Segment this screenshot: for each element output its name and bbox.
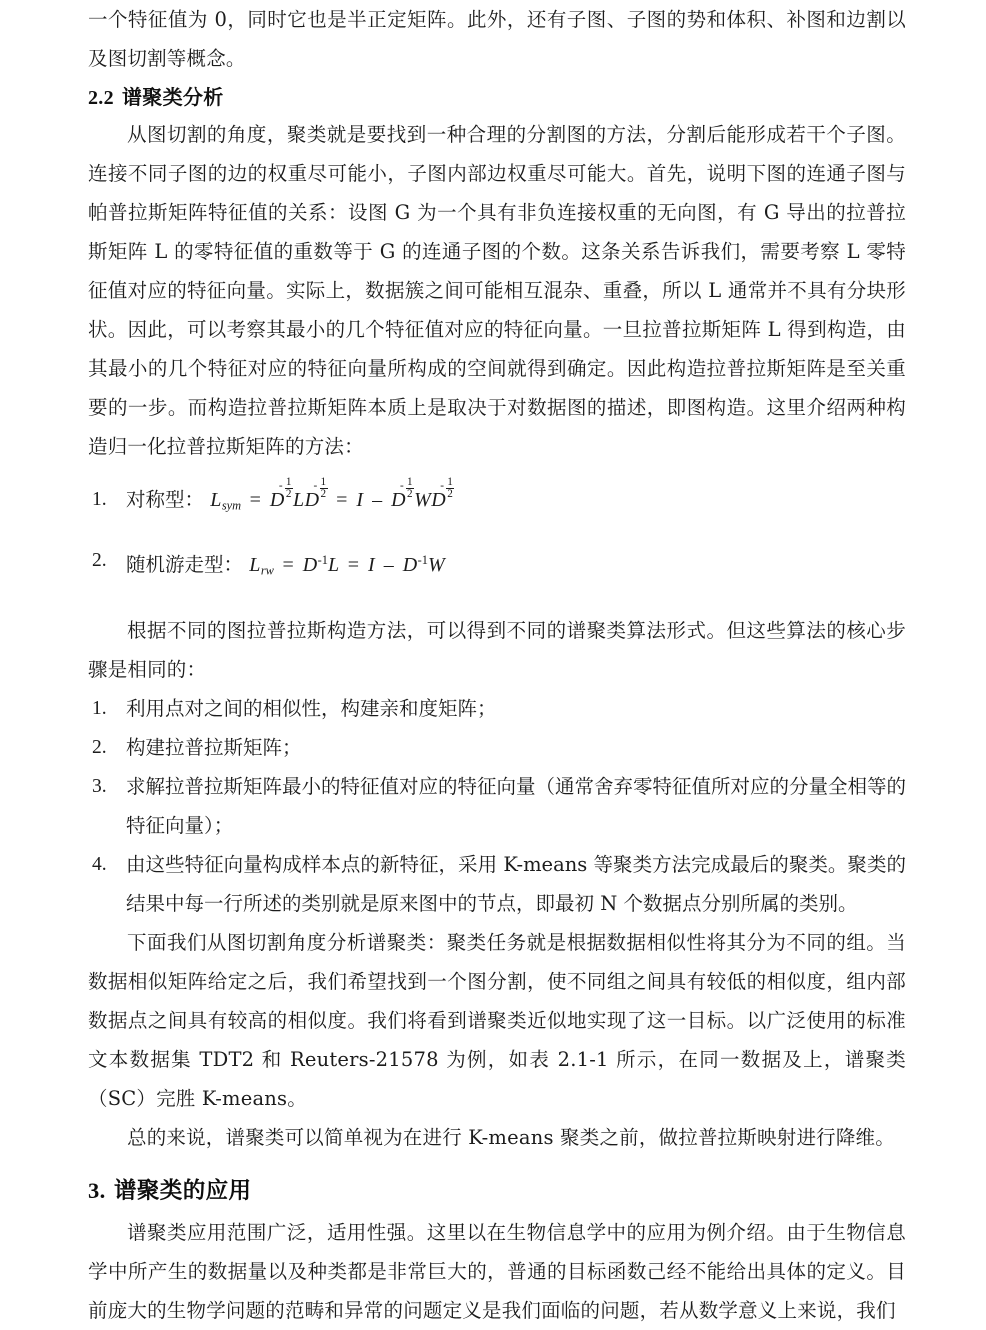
- section-heading-2-2: [88, 80, 906, 115]
- formula-equals-2: =: [347, 554, 360, 577]
- section-title-2-2: 谱聚类分析: [122, 85, 224, 109]
- formula-subscript: rw: [260, 563, 274, 578]
- list-marker: 4.: [92, 853, 107, 875]
- exponent-neg-half: - 1 2: [400, 475, 414, 500]
- laplacian-randomwalk-formula: [249, 554, 445, 576]
- formula-subscript: sym: [221, 498, 242, 513]
- list-item: [88, 728, 906, 767]
- opening-paragraph: 一个特征值为 0，同时它也是半正定矩阵。此外，还有子图、子图的势和体积、补图和边割以及图切割等概念。: [88, 8, 906, 70]
- graph-cut-paragraph: 下面我们从图切割角度分析谱聚类：聚类任务就是根据数据相似性将其分为不同的组。当数据相似矩阵给定之后，我们希望找到一个图分割，使不同组之间具有较低的相似度，组内部数据点之间具有较高的相似度。我们将看到谱聚类近似地实现了这一目标。以广泛使用的标准文本数据集 TDT2 和 Reuters-21578 为例，如表 2.1-1 所示，在同一数据及上，谱聚类（SC）完胜 K-means。: [88, 930, 906, 1110]
- list-marker: 1.: [92, 697, 107, 719]
- laplacian-symmetric-label: 对称型：: [126, 488, 205, 511]
- list-item: [88, 533, 906, 598]
- formula-equals: =: [282, 554, 295, 577]
- formula-equals: =: [249, 489, 262, 511]
- laplacian-symmetric-formula: [210, 475, 454, 513]
- section-number-3: 3.: [88, 1177, 106, 1203]
- list-item: [88, 472, 906, 533]
- section-title-3: 谱聚类的应用: [114, 1177, 252, 1204]
- list-marker: 3.: [92, 775, 107, 797]
- spacer: [88, 599, 906, 611]
- formula-minus: –: [383, 554, 395, 577]
- formula-term-D1: D - 1 2: [269, 475, 292, 511]
- list-item: [88, 845, 906, 923]
- list-marker: 2.: [92, 736, 107, 758]
- algorithm-steps-list: [88, 689, 906, 923]
- summary-paragraph: 总的来说，谱聚类可以简单视为在进行 K-means 聚类之前，做拉普拉斯映射进行降维。: [127, 1125, 895, 1149]
- section-2-2-paragraph-1: 从图切割的角度，聚类就是要找到一种合理的分割图的方法，分割后能形成若干个子图。连接不同子图的边的权重尽可能小，子图内部边权重尽可能大。首先，说明下图的连通子图与帕普拉斯矩阵特征值的关系：设图 G 为一个具有非负连接权重的无向图，有 G 导出的拉普拉斯矩阵 L 的零特征值的重数等于 G 的连通子图的个数。这条关系告诉我们，需要考察 L 零特征值对应的特征向量。实际上，数据簇之间可能相互混杂、重叠，所以 L 通常并不具有分块形状。因此，可以考察其最小的几个特征值对应的特征向量。一旦拉普拉斯矩阵 L 得到构造，由其最小的几个特征对应的特征向量所构成的空间就得到确定。因此构造拉普拉斯矩阵是至关重要的一步。而构造拉普拉斯矩阵本质上是取决于对数据图的描述，即图构造。这里介绍两种构造归一化拉普拉斯矩阵的方法：: [88, 123, 906, 458]
- steps-intro-paragraph: 根据不同的图拉普拉斯构造方法，可以得到不同的谱聚类算法形式。但这些算法的核心步骤是相同的：: [88, 618, 906, 681]
- laplacian-formula-list: [88, 472, 906, 599]
- formula-lhs: $L_{rw}$: [249, 554, 274, 578]
- list-item-text: 求解拉普拉斯矩阵最小的特征值对应的特征向量（通常舍弃零特征值所对应的分量全相等的特征向量）；: [126, 774, 907, 837]
- exponent-neg-one: -1: [317, 553, 328, 568]
- formula-identity: I: [368, 554, 376, 577]
- formula-term-L: L: [328, 554, 340, 577]
- exponent-neg-one: -1: [417, 553, 428, 568]
- list-item-text: 构建拉普拉斯矩阵；: [126, 735, 302, 759]
- formula-term-D1: $D^{-1}$: [302, 553, 328, 577]
- exponent-neg-half: - 1 2: [313, 475, 327, 500]
- formula-term-L: L: [292, 489, 305, 511]
- formula-identity: I: [356, 489, 364, 511]
- list-marker: 1.: [92, 489, 107, 510]
- list-marker: 2.: [92, 550, 107, 572]
- list-item: [88, 689, 906, 728]
- formula-term-D2: D - 1 2: [304, 475, 327, 511]
- exponent-neg-half: - 1 2: [440, 475, 454, 500]
- list-item-text: 利用点对之间的相似性，构建亲和度矩阵；: [126, 696, 497, 720]
- formula-lhs: $L_{sym}$: [210, 489, 242, 513]
- formula-term-W: W: [428, 554, 446, 577]
- section-3-paragraph-1: 谱聚类应用范围广泛，适用性强。这里以在生物信息学中的应用为例介绍。由于生物信息学中所产生的数据量以及种类都是非常巨大的，普通的目标函数己经不能给出具体的定义。目前庞大的生物学问题的范畴和异常的问题定义是我们面临的问题，若从数学意义上来说，我们: [88, 1220, 906, 1322]
- formula-minus: –: [372, 489, 383, 511]
- formula-term-W: WD - 1 2: [414, 475, 454, 511]
- section-heading-3: [88, 1171, 906, 1211]
- list-item: [88, 767, 906, 845]
- exponent-neg-half: - 1 2: [278, 475, 292, 500]
- section-number-2-2: 2.2: [88, 87, 114, 109]
- formula-term-D3: D - 1 2: [391, 475, 414, 511]
- formula-equals-2: =: [336, 489, 348, 511]
- formula-term-D2: $D^{-1}$: [402, 553, 428, 577]
- list-item-text: 由这些特征向量构成样本点的新特征，采用 K-means 等聚类方法完成最后的聚类。聚类的结果中每一行所述的类别就是原来图中的节点，即最初 N 个数据点分别所属的类别。: [126, 852, 906, 915]
- laplacian-randomwalk-label: 随机游走型：: [126, 553, 244, 577]
